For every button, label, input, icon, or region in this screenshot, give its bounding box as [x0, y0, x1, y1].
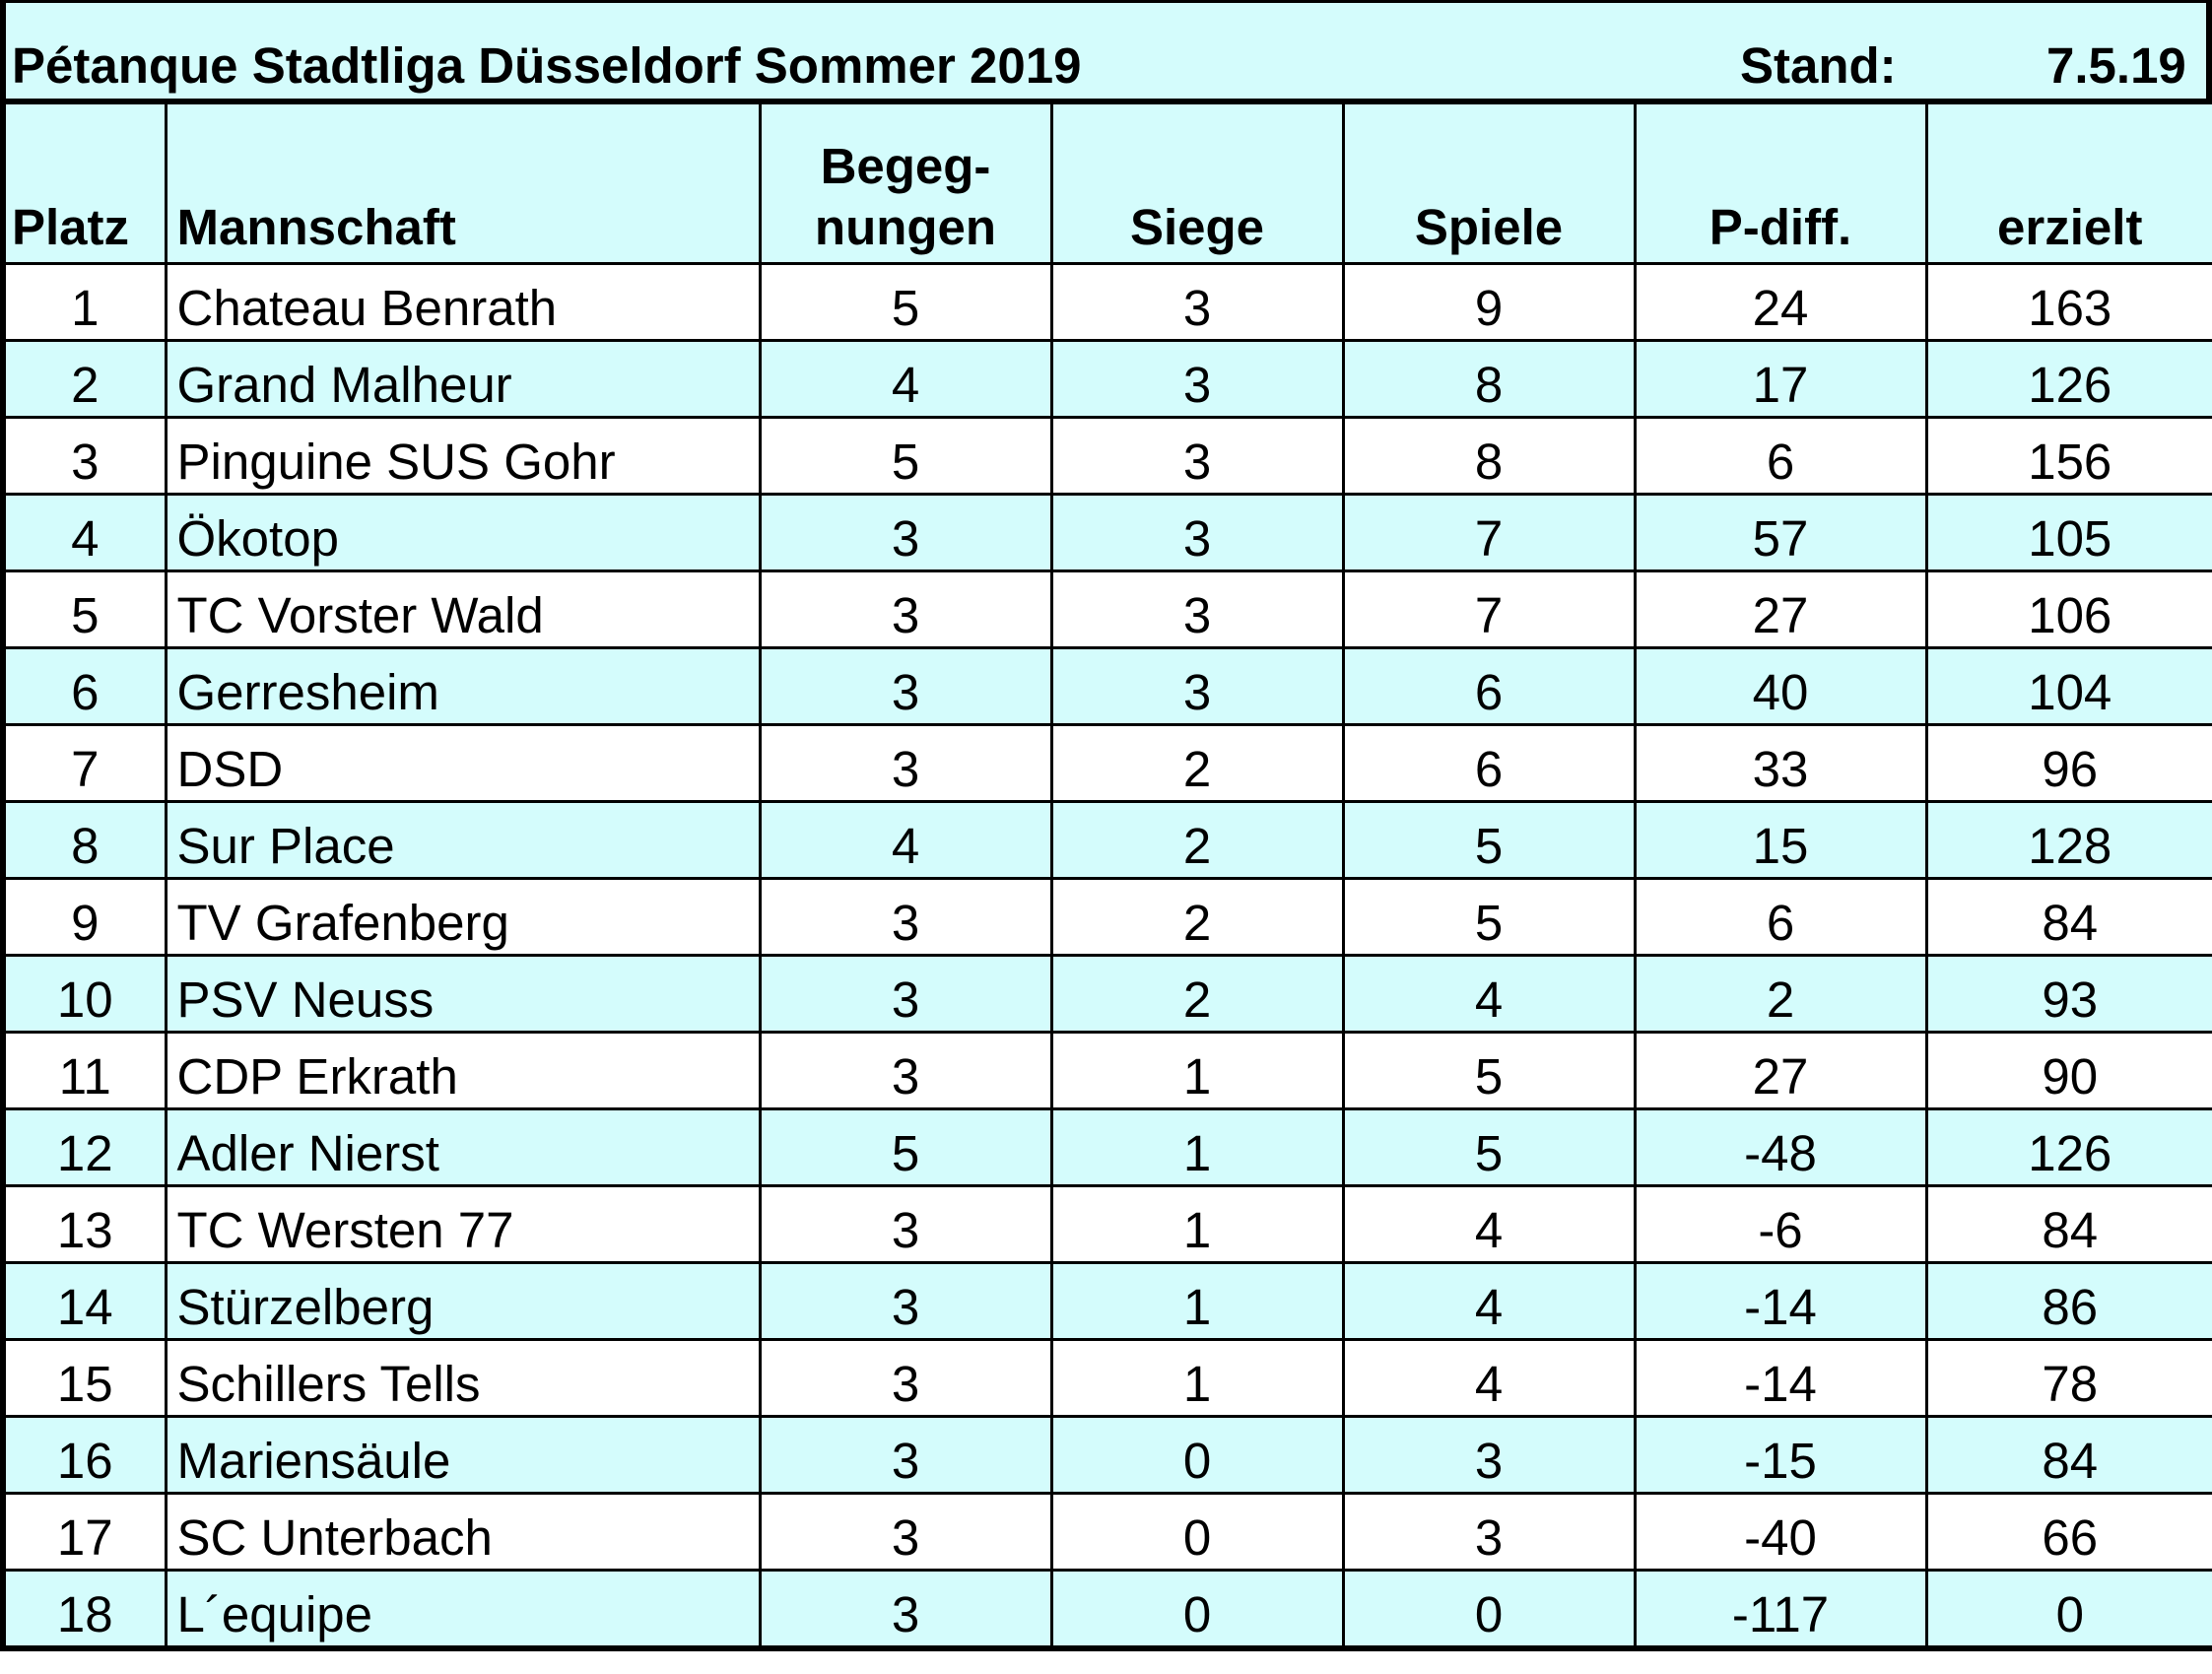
cell-siege: 2 — [1051, 725, 1343, 802]
cell-begegnungen: 3 — [760, 1494, 1051, 1571]
cell-siege: 3 — [1051, 495, 1343, 571]
cell-begegnungen: 5 — [760, 1109, 1051, 1186]
cell-team: Ökotop — [166, 495, 760, 571]
cell-erzielt: 86 — [1926, 1263, 2212, 1340]
cell-platz: 13 — [3, 1186, 166, 1263]
cell-platz: 18 — [3, 1571, 166, 1649]
col-header-platz: Platz — [3, 103, 166, 264]
cell-platz: 1 — [3, 264, 166, 341]
cell-pdiff: 17 — [1635, 341, 1926, 418]
cell-pdiff: 40 — [1635, 648, 1926, 725]
cell-siege: 1 — [1051, 1033, 1343, 1109]
cell-platz: 14 — [3, 1263, 166, 1340]
cell-pdiff: -14 — [1635, 1340, 1926, 1417]
cell-team: Gerresheim — [166, 648, 760, 725]
table-row — [3, 264, 2212, 341]
cell-team: Mariensäule — [166, 1417, 760, 1494]
cell-siege: 2 — [1051, 879, 1343, 956]
cell-erzielt: 126 — [1926, 1109, 2212, 1186]
cell-pdiff: 57 — [1635, 495, 1926, 571]
cell-platz: 4 — [3, 495, 166, 571]
table-row — [3, 879, 2212, 956]
cell-siege: 0 — [1051, 1571, 1343, 1649]
cell-team: DSD — [166, 725, 760, 802]
cell-spiele: 4 — [1343, 1186, 1635, 1263]
cell-siege: 1 — [1051, 1109, 1343, 1186]
title-bar — [0, 0, 2212, 101]
cell-begegnungen: 3 — [760, 495, 1051, 571]
table-row — [3, 1186, 2212, 1263]
cell-spiele: 3 — [1343, 1417, 1635, 1494]
cell-pdiff: -40 — [1635, 1494, 1926, 1571]
table-row — [3, 1340, 2212, 1417]
cell-platz: 12 — [3, 1109, 166, 1186]
cell-erzielt: 84 — [1926, 879, 2212, 956]
cell-erzielt: 78 — [1926, 1340, 2212, 1417]
cell-platz: 16 — [3, 1417, 166, 1494]
cell-pdiff: 6 — [1635, 418, 1926, 495]
table-row — [3, 1571, 2212, 1649]
cell-begegnungen: 3 — [760, 1033, 1051, 1109]
standings-table — [0, 101, 2212, 1651]
table-row — [3, 1033, 2212, 1109]
table-row — [3, 495, 2212, 571]
cell-spiele: 5 — [1343, 1033, 1635, 1109]
cell-begegnungen: 3 — [760, 648, 1051, 725]
cell-platz: 10 — [3, 956, 166, 1033]
cell-team: Sur Place — [166, 802, 760, 879]
cell-pdiff: 6 — [1635, 879, 1926, 956]
cell-erzielt: 84 — [1926, 1417, 2212, 1494]
cell-erzielt: 66 — [1926, 1494, 2212, 1571]
cell-siege: 3 — [1051, 418, 1343, 495]
cell-spiele: 0 — [1343, 1571, 1635, 1649]
cell-siege: 3 — [1051, 341, 1343, 418]
cell-spiele: 8 — [1343, 341, 1635, 418]
cell-siege: 3 — [1051, 648, 1343, 725]
cell-platz: 15 — [3, 1340, 166, 1417]
table-row — [3, 1417, 2212, 1494]
cell-siege: 0 — [1051, 1494, 1343, 1571]
cell-pdiff: 33 — [1635, 725, 1926, 802]
cell-begegnungen: 3 — [760, 879, 1051, 956]
cell-erzielt: 163 — [1926, 264, 2212, 341]
cell-begegnungen: 5 — [760, 264, 1051, 341]
header-row — [3, 103, 2212, 264]
cell-pdiff: 27 — [1635, 1033, 1926, 1109]
cell-erzielt: 90 — [1926, 1033, 2212, 1109]
cell-begegnungen: 3 — [760, 1340, 1051, 1417]
cell-spiele: 5 — [1343, 879, 1635, 956]
cell-team: Adler Nierst — [166, 1109, 760, 1186]
cell-spiele: 4 — [1343, 1340, 1635, 1417]
cell-team: TC Vorster Wald — [166, 571, 760, 648]
cell-spiele: 7 — [1343, 495, 1635, 571]
col-header-siege: Siege — [1051, 103, 1343, 264]
cell-spiele: 6 — [1343, 725, 1635, 802]
cell-begegnungen: 3 — [760, 956, 1051, 1033]
cell-team: TV Grafenberg — [166, 879, 760, 956]
cell-erzielt: 156 — [1926, 418, 2212, 495]
table-row — [3, 1494, 2212, 1571]
stand-date: 7.5.19 — [2046, 37, 2186, 94]
cell-begegnungen: 3 — [760, 1417, 1051, 1494]
cell-platz: 6 — [3, 648, 166, 725]
cell-siege: 1 — [1051, 1340, 1343, 1417]
cell-team: PSV Neuss — [166, 956, 760, 1033]
cell-pdiff: 15 — [1635, 802, 1926, 879]
cell-siege: 2 — [1051, 802, 1343, 879]
cell-spiele: 7 — [1343, 571, 1635, 648]
league-title: Pétanque Stadtliga Düsseldorf Sommer 2019 — [12, 37, 1082, 94]
table-row — [3, 571, 2212, 648]
table-row — [3, 418, 2212, 495]
table-row — [3, 956, 2212, 1033]
table-row — [3, 802, 2212, 879]
cell-team: Chateau Benrath — [166, 264, 760, 341]
cell-team: Pinguine SUS Gohr — [166, 418, 760, 495]
cell-pdiff: -48 — [1635, 1109, 1926, 1186]
cell-erzielt: 93 — [1926, 956, 2212, 1033]
cell-platz: 3 — [3, 418, 166, 495]
cell-siege: 3 — [1051, 571, 1343, 648]
cell-begegnungen: 5 — [760, 418, 1051, 495]
cell-erzielt: 96 — [1926, 725, 2212, 802]
stand-label: Stand: — [1740, 37, 1897, 94]
table-row — [3, 341, 2212, 418]
cell-siege: 0 — [1051, 1417, 1343, 1494]
cell-platz: 2 — [3, 341, 166, 418]
table-row — [3, 1109, 2212, 1186]
cell-siege: 3 — [1051, 264, 1343, 341]
cell-platz: 8 — [3, 802, 166, 879]
col-header-erzielt: erzielt — [1926, 103, 2212, 264]
cell-spiele: 3 — [1343, 1494, 1635, 1571]
cell-erzielt: 104 — [1926, 648, 2212, 725]
cell-siege: 2 — [1051, 956, 1343, 1033]
cell-platz: 11 — [3, 1033, 166, 1109]
cell-team: Stürzelberg — [166, 1263, 760, 1340]
cell-platz: 5 — [3, 571, 166, 648]
standings-body — [3, 264, 2212, 1649]
cell-begegnungen: 4 — [760, 802, 1051, 879]
cell-siege: 1 — [1051, 1186, 1343, 1263]
cell-team: Schillers Tells — [166, 1340, 760, 1417]
cell-pdiff: -117 — [1635, 1571, 1926, 1649]
cell-team: CDP Erkrath — [166, 1033, 760, 1109]
cell-erzielt: 105 — [1926, 495, 2212, 571]
cell-spiele: 8 — [1343, 418, 1635, 495]
table-row — [3, 725, 2212, 802]
cell-spiele: 4 — [1343, 1263, 1635, 1340]
cell-spiele: 4 — [1343, 956, 1635, 1033]
cell-spiele: 5 — [1343, 1109, 1635, 1186]
cell-spiele: 9 — [1343, 264, 1635, 341]
table-row — [3, 1263, 2212, 1340]
cell-begegnungen: 3 — [760, 571, 1051, 648]
cell-spiele: 5 — [1343, 802, 1635, 879]
cell-begegnungen: 3 — [760, 1186, 1051, 1263]
cell-team: SC Unterbach — [166, 1494, 760, 1571]
cell-platz: 7 — [3, 725, 166, 802]
cell-erzielt: 128 — [1926, 802, 2212, 879]
cell-platz: 17 — [3, 1494, 166, 1571]
cell-team: L´equipe — [166, 1571, 760, 1649]
cell-pdiff: 24 — [1635, 264, 1926, 341]
col-header-mannschaft: Mannschaft — [166, 103, 760, 264]
cell-erzielt: 106 — [1926, 571, 2212, 648]
cell-begegnungen: 3 — [760, 1263, 1051, 1340]
cell-platz: 9 — [3, 879, 166, 956]
cell-pdiff: -14 — [1635, 1263, 1926, 1340]
col-header-pdiff: P-diff. — [1635, 103, 1926, 264]
cell-begegnungen: 3 — [760, 1571, 1051, 1649]
cell-pdiff: -15 — [1635, 1417, 1926, 1494]
cell-team: Grand Malheur — [166, 341, 760, 418]
cell-erzielt: 126 — [1926, 341, 2212, 418]
cell-pdiff: 27 — [1635, 571, 1926, 648]
cell-begegnungen: 4 — [760, 341, 1051, 418]
cell-team: TC Wersten 77 — [166, 1186, 760, 1263]
cell-spiele: 6 — [1343, 648, 1635, 725]
cell-erzielt: 0 — [1926, 1571, 2212, 1649]
cell-pdiff: -6 — [1635, 1186, 1926, 1263]
cell-erzielt: 84 — [1926, 1186, 2212, 1263]
cell-siege: 1 — [1051, 1263, 1343, 1340]
col-header-begegnungen: Begeg- nungen — [760, 103, 1051, 264]
table-row — [3, 648, 2212, 725]
cell-pdiff: 2 — [1635, 956, 1926, 1033]
cell-begegnungen: 3 — [760, 725, 1051, 802]
col-header-spiele: Spiele — [1343, 103, 1635, 264]
